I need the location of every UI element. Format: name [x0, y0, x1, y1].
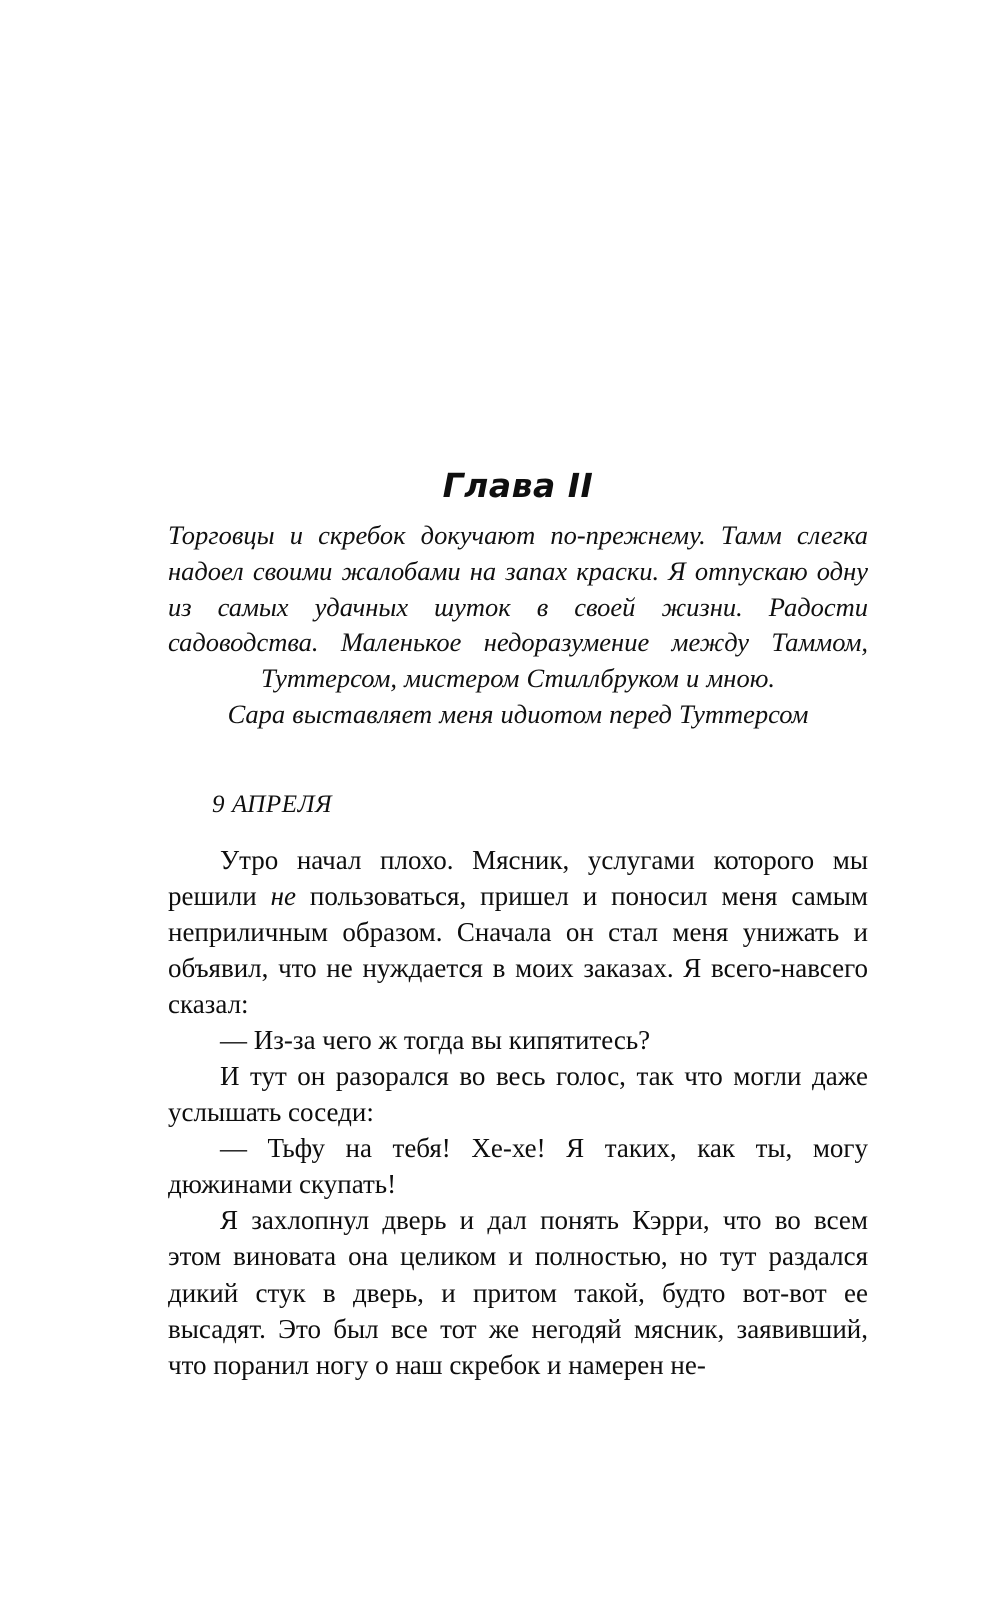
chapter-summary-text: Торговцы и скребок докучают по-прежнему. Тамм слегка надоел своими жалобами на запах краски. Я отпускаю одну из самых удачных шуток в своей жизни. Радости садоводства. Маленькое недоразумение между Таммом, Туттерсом, мистером Стиллбруком и мною.: [168, 520, 868, 693]
chapter-summary: [168, 518, 868, 732]
paragraph: [168, 842, 868, 1022]
paragraph: Я захлопнул дверь и дал понять Кэрри, что во всем этом виновата она целиком и полностью, но тут раздался дикий стук в дверь, и притом такой, будто вот-вот ее высадят. Это был все тот же негодяй мясник, заявивший, что поранил ногу о наш скребок и намерен не-: [168, 1205, 868, 1380]
chapter-summary-last-line: Сара выставляет меня идиотом перед Туттерсом: [227, 698, 809, 729]
page-content: [168, 468, 868, 1383]
paragraph: И тут он разорался во весь голос, так что могли даже услышать соседи:: [168, 1061, 868, 1128]
emphasized-word: не: [270, 881, 296, 912]
paragraph-pre-italic: Утро начал плохо. Мясник, услугами которого мы решили: [168, 845, 868, 912]
date-heading: 9 АПРЕЛЯ: [212, 791, 333, 819]
paragraph-post-italic: пользоваться, пришел и поносил меня самым неприличным образом. Сначала он стал меня унижать и объявил, что не нуждается в моих заказах. Я всего-навсего сказал:: [168, 881, 868, 1020]
body-text: [168, 842, 868, 1382]
paragraph: — Тьфу на тебя! Хе-хе! Я таких, как ты, могу дюжинами скупать!: [168, 1133, 868, 1200]
chapter-title: Глава II: [442, 466, 594, 505]
paragraph: — Из-за чего ж тогда вы кипятитесь?: [220, 1025, 651, 1056]
